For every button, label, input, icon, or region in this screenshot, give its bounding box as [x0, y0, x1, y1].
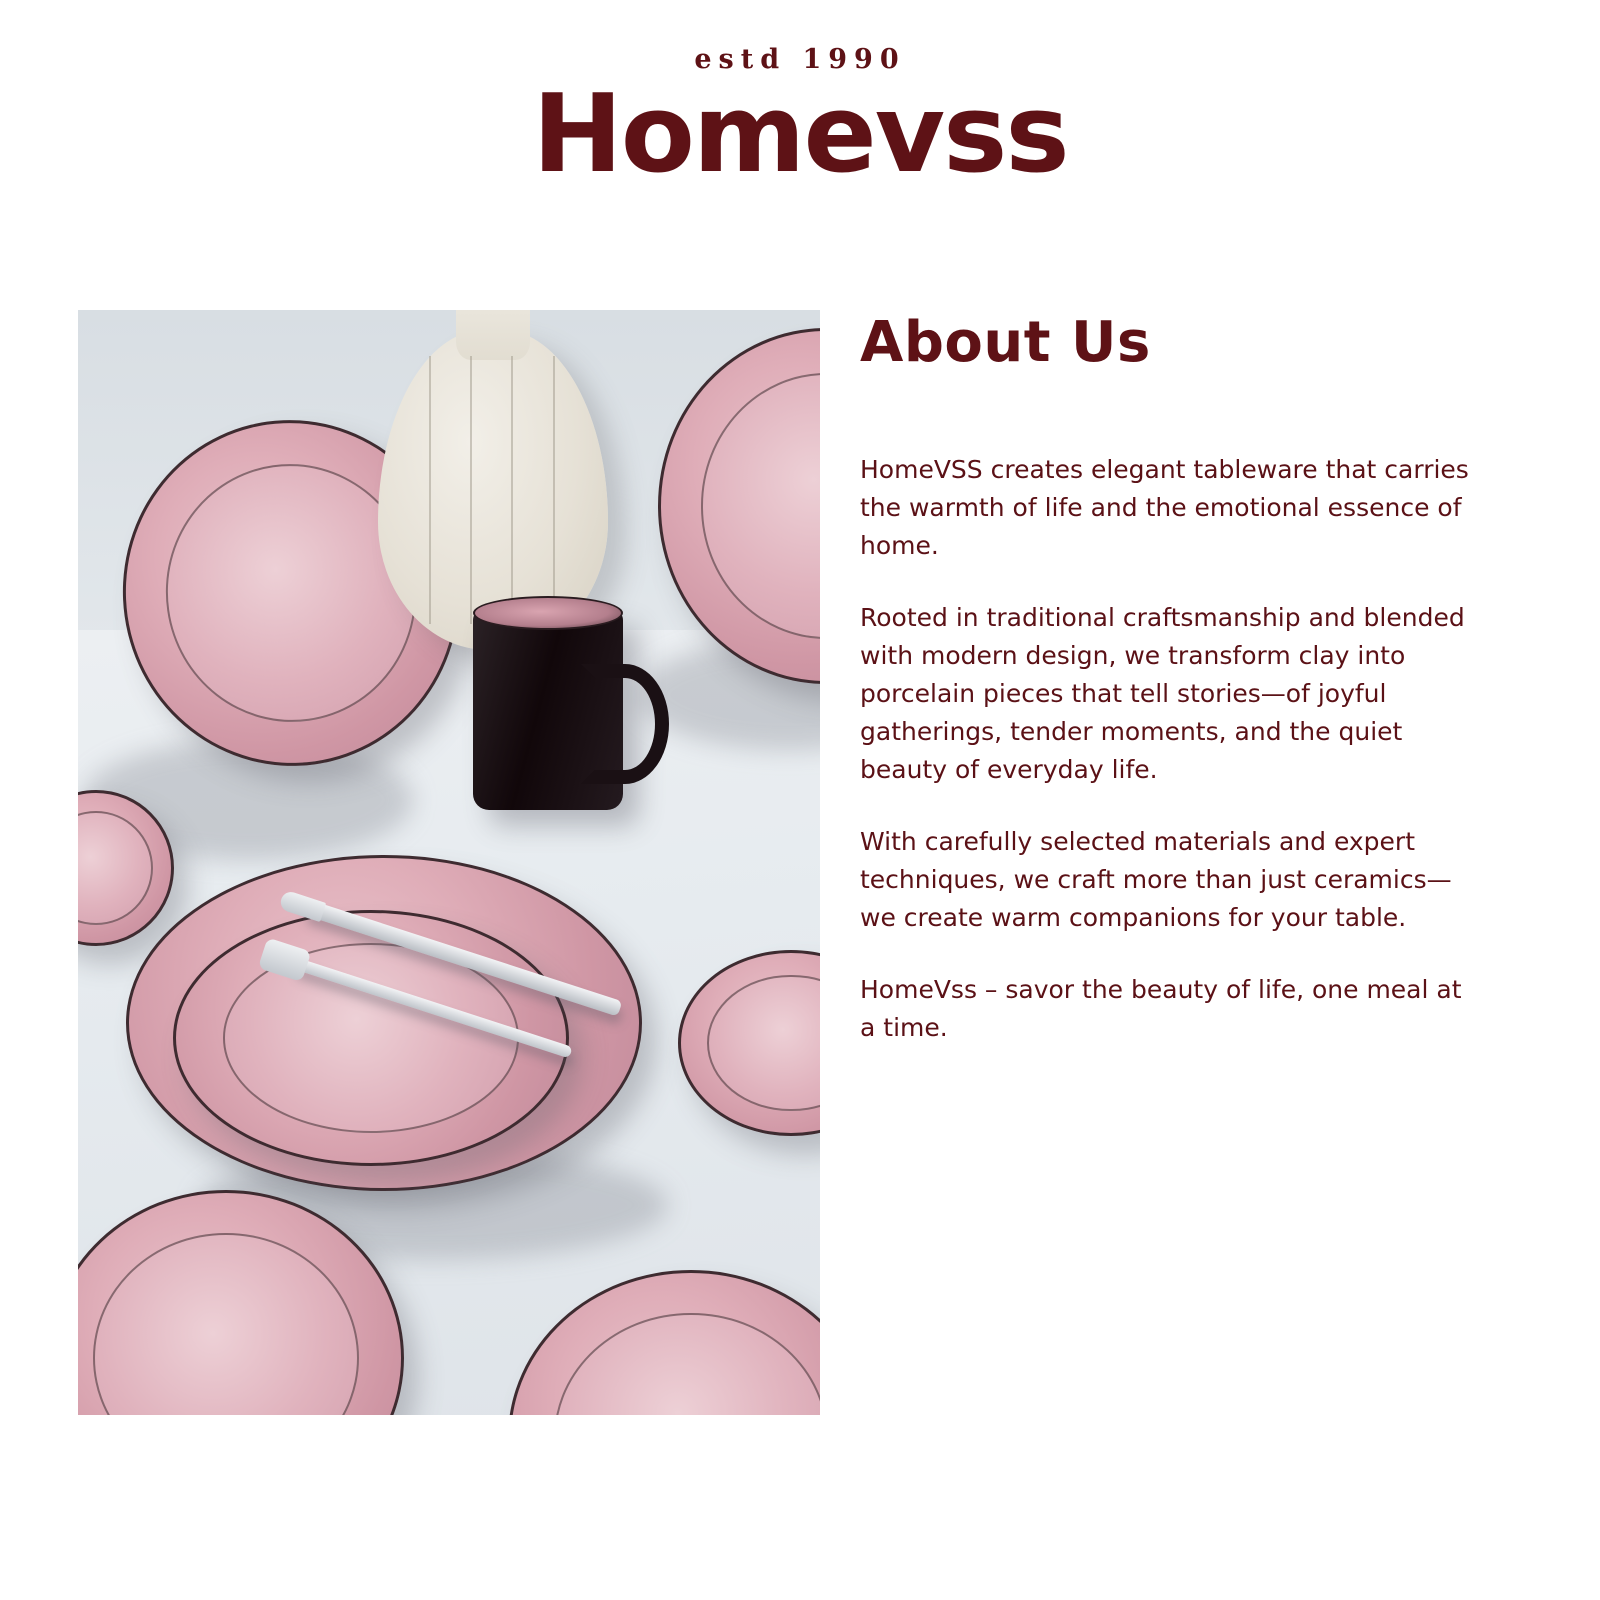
plate-rim [93, 1233, 359, 1415]
vase-ridge [429, 356, 431, 625]
about-paragraph-1: HomeVSS creates elegant tableware that carries the warmth of life and the emotional essence of home. [860, 455, 1469, 560]
product-photo [78, 310, 820, 1415]
plate-rim [78, 811, 153, 925]
plate-rim [223, 943, 519, 1133]
brand-header [0, 0, 1600, 197]
photo-column [0, 310, 740, 1430]
black-mug [473, 610, 623, 810]
about-paragraph-4: HomeVss – savor the beauty of life, one meal at a time. [860, 975, 1462, 1042]
brand-established-text: estd 1990 [694, 44, 906, 75]
about-paragraph-3: With carefully selected materials and expert techniques, we craft more than just ceramics—we create warm companions for your table. [860, 827, 1452, 932]
about-column [740, 310, 1600, 1430]
plate-rim [707, 975, 820, 1112]
main-content [0, 310, 1600, 1430]
mug-handle [581, 664, 669, 784]
about-paragraph-2: Rooted in traditional craftsmanship and blended with modern design, we transform clay into porcelain pieces that tell stories—of joyful gatherings, tender moments, and the quiet beauty of everyday life. [860, 603, 1465, 784]
mug-interior [473, 596, 623, 630]
brand-wordmark: Homevss [532, 72, 1068, 197]
plate-rim [701, 373, 820, 639]
vase-ridge [470, 356, 472, 625]
plate-rim [554, 1313, 820, 1415]
vase-neck [456, 310, 530, 360]
vase-ridge [511, 356, 513, 625]
vase-ridge [553, 356, 555, 625]
page-title: About Us [860, 310, 1151, 375]
